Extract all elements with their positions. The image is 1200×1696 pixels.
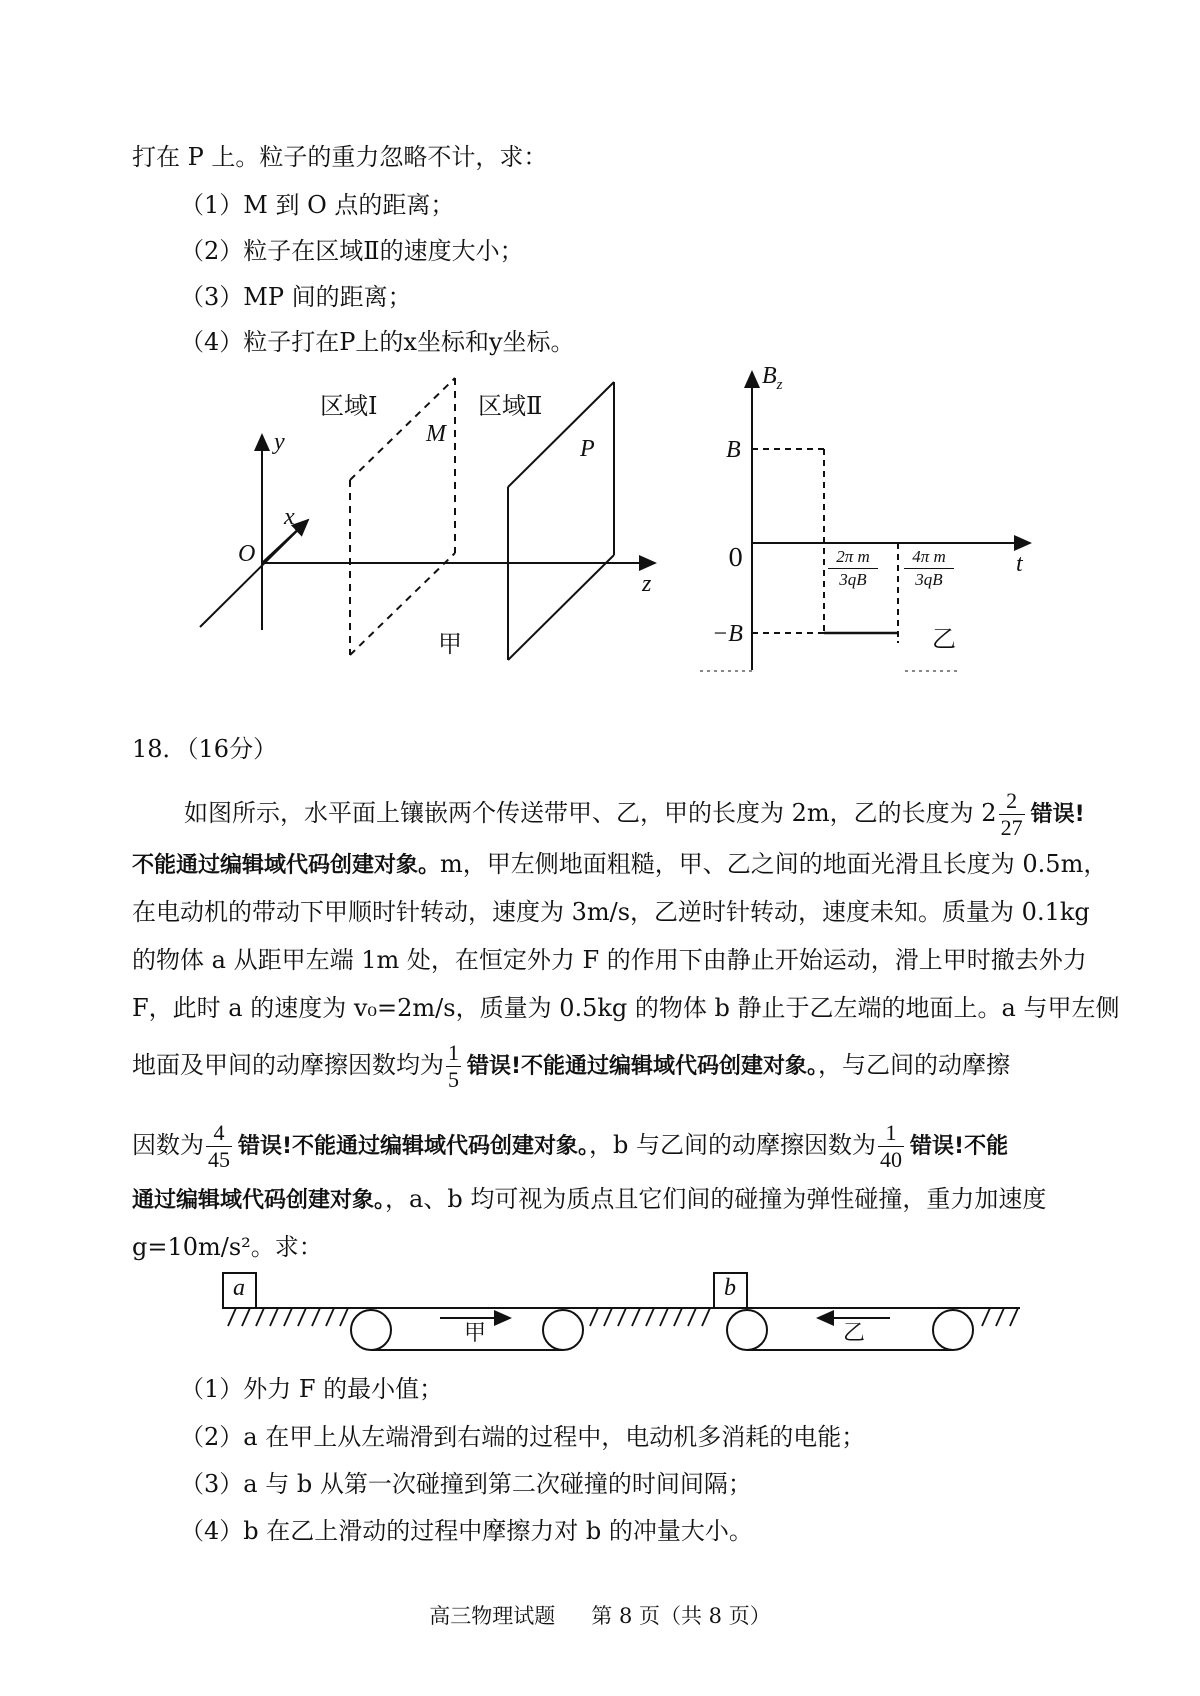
yi-roller-right (933, 1310, 973, 1350)
figure-yi (700, 372, 1030, 671)
q18-line-6: 地面及甲间的动摩擦因数均为 $\frac{1}{5}$ 错误!不能通过编辑域代码创建对象。，与乙间的动摩擦 (132, 1040, 1011, 1092)
B-value-label: B (726, 437, 741, 463)
length-fraction: $\frac{2}{27}$ (1000, 788, 1023, 840)
t1-fraction: 2π m 3qB (828, 546, 878, 591)
t2-fraction: 4π m 3qB (904, 546, 954, 591)
x-axis-label: x (284, 504, 295, 530)
q18-line-9: g=10m/s²。求： (132, 1233, 323, 1261)
footer-page: 第 8 页（共 8 页） (591, 1604, 771, 1628)
yi-caption: 乙 (932, 625, 956, 653)
q18-line-1: 如图所示，水平面上镶嵌两个传送带甲、乙，甲的长度为 2m，乙的长度为 2 $\frac{2}{27}$ 错误! (184, 788, 1085, 840)
error-text-1b: 不能通过编辑域代码创建对象。 (132, 853, 441, 878)
q18-line-8: 通过编辑域代码创建对象。，a、b 均可视为质点且它们间的碰撞为弹性碰撞，重力加速度 (132, 1185, 1047, 1213)
error-text-1a: 错误! (1030, 802, 1085, 827)
q17-intro: 打在 P 上。粒子的重力忽略不计，求： (132, 143, 548, 171)
q18-line-2: 不能通过编辑域代码创建对象。m，甲左侧地面粗糙，甲、乙之间的地面光滑且长度为 0.5m， (132, 850, 1108, 878)
error-text-2: 错误!不能通过编辑域代码创建对象。 (467, 1054, 819, 1079)
hatch-middle (590, 1308, 710, 1326)
mu3-fraction: $\frac{1}{40}$ (880, 1120, 903, 1172)
q18-question-1: （1）外力 F 的最小值； (180, 1375, 444, 1403)
q17-part-1: （1）M 到 O 点的距离； (180, 191, 455, 219)
t-axis-label: t (1016, 551, 1023, 577)
yi-roller-left (727, 1310, 767, 1350)
origin-label: O (238, 541, 256, 567)
q18-line-7: 因数为 $\frac{4}{45}$ 错误!不能通过编辑域代码创建对象。，b 与乙间的动摩擦因数为 $\frac{1}{40}$ 错误!不能 (132, 1120, 1009, 1172)
q18-line-4: 的物体 a 从距甲左端 1m 处，在恒定外力 F 的作用下由静止开始运动，滑上甲时撤去外力 (132, 946, 1087, 974)
hatch-right (982, 1308, 1018, 1326)
negB-label: −B (712, 621, 743, 647)
belt-figure (223, 1273, 1020, 1350)
q18-line-5: F，此时 a 的速度为 v₀=2m/s，质量为 0.5kg 的物体 b 静止于乙左端的地面上。a 与甲左侧 (132, 994, 1120, 1022)
P-label: P (580, 436, 595, 462)
q18-question-2: （2）a 在甲上从左端滑到右端的过程中，电动机多消耗的电能； (180, 1423, 866, 1451)
q18-question-3: （3）a 与 b 从第一次碰撞到第二次碰撞的时间间隔； (180, 1470, 752, 1498)
plane-P (508, 382, 614, 660)
error-text-4b: 通过编辑域代码创建对象。 (132, 1188, 386, 1213)
jia-roller-left (351, 1310, 391, 1350)
error-text-4a: 错误!不能 (910, 1134, 1009, 1159)
q18-header: 18．（16分） (132, 735, 278, 763)
z-axis-label: z (642, 571, 652, 597)
q17-part-4: （4）粒子打在P上的x坐标和y坐标。 (180, 328, 575, 356)
zero-label: 0 (728, 544, 744, 572)
block-b-label: b (724, 1275, 736, 1301)
q17-part-3: （3）MP 间的距离； (180, 283, 412, 311)
footer-title: 高三物理试题 (429, 1604, 556, 1628)
mu1-fraction: $\frac{1}{5}$ (448, 1040, 459, 1092)
q18-question-4: （4）b 在乙上滑动的过程中摩擦力对 b 的冲量大小。 (180, 1517, 753, 1545)
block-a-label: a (233, 1275, 245, 1301)
jia-caption: 甲 (438, 630, 462, 658)
q17-part-2: （2）粒子在区域Ⅱ的速度大小； (180, 237, 524, 265)
hatch-left (228, 1308, 348, 1326)
Bz-axis-label: $B_z$ (762, 363, 783, 393)
error-text-3: 错误!不能通过编辑域代码创建对象。 (238, 1134, 590, 1159)
y-axis-label: y (274, 429, 285, 455)
jia-roller-right (543, 1310, 583, 1350)
M-label: M (426, 421, 446, 447)
region1-label: 区域Ⅰ (320, 392, 378, 420)
mu2-fraction: $\frac{4}{45}$ (208, 1120, 230, 1172)
belt-jia-label: 甲 (464, 1321, 487, 1346)
region2-label: 区域Ⅱ (478, 392, 543, 420)
page-footer (0, 1600, 1200, 1630)
q18-line-3: 在电动机的带动下甲顺时针转动，速度为 3m/s，乙逆时针转动，速度未知。质量为 0.1kg (132, 898, 1090, 926)
belt-yi-label: 乙 (843, 1321, 866, 1346)
